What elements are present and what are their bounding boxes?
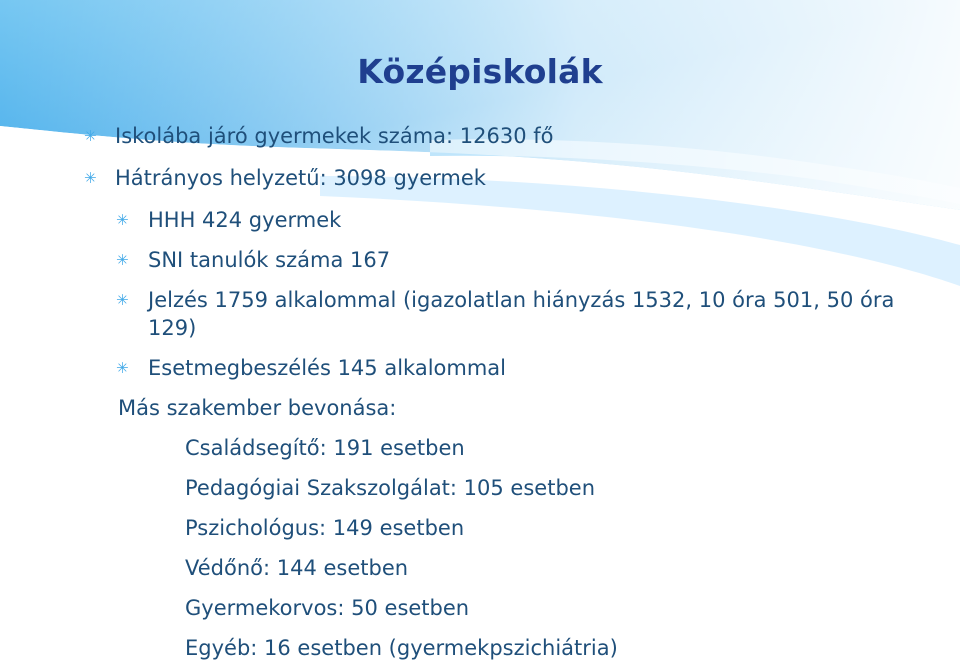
asterisk-bullet-icon: ✳ xyxy=(84,127,97,145)
other-heading: Más szakember bevonása: xyxy=(118,396,397,420)
asterisk-bullet-icon: ✳ xyxy=(116,211,129,229)
subbullet-item-sni xyxy=(84,246,900,274)
asterisk-bullet-icon: ✳ xyxy=(84,169,97,187)
other-item: Családsegítő: 191 esetben xyxy=(185,436,465,460)
subbullet-text: Jelzés 1759 alkalommal (igazolatlan hiányzás 1532, 10 óra 501, 50 óra 129) xyxy=(148,288,895,340)
bullet-item-students xyxy=(84,122,900,150)
bullet-item-disadvantaged xyxy=(84,164,900,192)
other-item: Egyéb: 16 esetben (gyermekpszichiátria) xyxy=(185,636,618,660)
other-item: Pszichológus: 149 esetben xyxy=(185,516,465,540)
subbullet-text: Esetmegbeszélés 145 alkalommal xyxy=(148,356,506,380)
slide-content xyxy=(84,122,900,672)
subbullet-text: HHH 424 gyermek xyxy=(148,208,342,232)
other-item: Gyermekorvos: 50 esetben xyxy=(185,596,470,620)
asterisk-bullet-icon: ✳ xyxy=(116,359,129,377)
other-item: Védőnő: 144 esetben xyxy=(185,556,409,580)
subbullet-item-hhh xyxy=(84,206,900,234)
bullet-text: Hátrányos helyzetű: 3098 gyermek xyxy=(115,166,486,190)
subbullet-item-jelzes xyxy=(84,286,900,342)
other-item: Pedagógiai Szakszolgálat: 105 esetben xyxy=(185,476,596,500)
subbullet-item-esetmegbeszeles xyxy=(84,354,900,382)
asterisk-bullet-icon: ✳ xyxy=(116,251,129,269)
slide-title: Középiskolák xyxy=(357,52,603,91)
subbullet-text: SNI tanulók száma 167 xyxy=(148,248,391,272)
asterisk-bullet-icon: ✳ xyxy=(116,291,129,309)
bullet-text: Iskolába járó gyermekek száma: 12630 fő xyxy=(115,124,554,148)
